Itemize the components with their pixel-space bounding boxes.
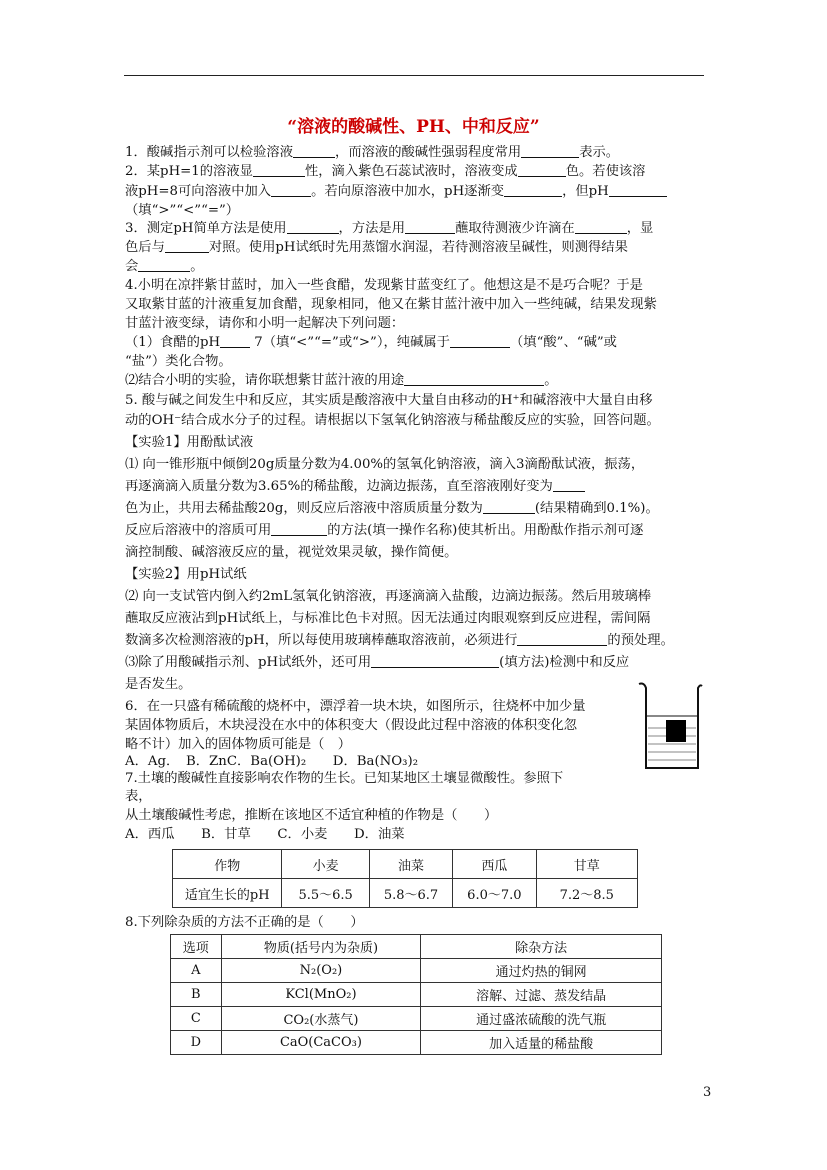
text-segment: 反应后溶液中的溶质可用 xyxy=(125,523,272,538)
text-line xyxy=(125,565,247,585)
text-line xyxy=(125,295,657,315)
table-row xyxy=(171,1031,662,1055)
text-segment: 。 xyxy=(190,259,204,274)
answer-blank[interactable] xyxy=(405,219,455,234)
text-line xyxy=(125,219,653,239)
table-row xyxy=(171,935,662,959)
text-segment: 色。若使该溶 xyxy=(565,164,646,179)
answer-blank[interactable] xyxy=(271,521,327,536)
text-segment: (结果精确到0.1%)。 xyxy=(534,501,659,516)
text-segment: 液pH=8可向溶液中加入 xyxy=(125,184,272,199)
text-segment: 4.小明在凉拌紫甘蓝时，加入一些食醋，发现紫甘蓝变红了。他想这是不是巧合呢？于是 xyxy=(125,278,643,293)
table-cell: D xyxy=(171,1031,222,1055)
text-segment: “盐”）类化合物。 xyxy=(125,354,232,369)
text-segment: 从土壤酸碱性考虑，推断在该地区不适宜种植的作物是（ ） xyxy=(125,808,498,823)
text-segment: （1）食醋的pH xyxy=(125,335,221,350)
text-line xyxy=(125,913,364,933)
text-segment: 某固体物质后，木块浸没在水中的体积变大（假设此过程中溶液的体积变化忽 xyxy=(125,718,578,733)
text-line xyxy=(125,587,651,607)
text-line xyxy=(125,653,629,673)
answer-blank[interactable] xyxy=(287,219,339,234)
text-segment: ⑵ 向一支试管内倒入约2mL氢氧化钠溶液，再逐滴滴入盐酸，边滴边振荡。然后用玻璃棒 xyxy=(125,589,652,604)
answer-blank[interactable] xyxy=(220,333,250,348)
text-line xyxy=(125,477,585,497)
text-line xyxy=(125,182,667,202)
text-line xyxy=(125,143,619,163)
text-segment: 是否发生。 xyxy=(125,677,192,692)
text-segment: 滴控制酸、碱溶液反应的量，视觉效果灵敏，操作简便。 xyxy=(125,545,458,560)
table-header-cell: 除杂方法 xyxy=(421,935,662,959)
table-cell: 7.2～8.5 xyxy=(536,879,637,908)
header-rule xyxy=(124,75,704,76)
text-segment: (填方法)检测中和反应 xyxy=(499,655,630,670)
text-line xyxy=(125,201,239,221)
text-line xyxy=(125,806,497,826)
text-line xyxy=(125,609,650,629)
text-line xyxy=(125,411,660,431)
answer-blank[interactable] xyxy=(371,653,499,668)
table-header-cell: 油菜 xyxy=(369,850,452,879)
text-segment: 。若向原溶液中加水，pH逐渐变 xyxy=(311,184,505,199)
text-segment: ，显 xyxy=(626,221,654,236)
text-segment: 8.下列除杂质的方法不正确的是（ ） xyxy=(125,915,364,930)
answer-blank[interactable] xyxy=(404,371,544,386)
text-line xyxy=(125,631,674,651)
text-segment: 蘸取待测液少许滴在 xyxy=(455,221,575,236)
text-line xyxy=(125,333,617,353)
text-segment: 7.土壤的酸碱性直接影响农作物的生长。已知某地区土壤显微酸性。参照下 xyxy=(125,771,564,786)
table-cell: CaO(CaCO₃) xyxy=(221,1031,421,1055)
table-cell: B xyxy=(171,983,222,1007)
table-row xyxy=(171,983,662,1007)
text-segment: 数滴多次检测溶液的pH，所以每使用玻璃棒蘸取溶液前，必须进行 xyxy=(125,633,518,648)
table-cell: KCl(MnO₂) xyxy=(221,983,421,1007)
table-header-cell: 西瓜 xyxy=(453,850,536,879)
text-line xyxy=(125,433,253,453)
text-segment: 蘸取反应液沾到pH试纸上，与标准比色卡对照。因无法通过肉眼观察到反应进程，需间隔 xyxy=(125,611,651,626)
impurity-removal-table xyxy=(170,934,662,1055)
text-segment: A．西瓜 B．甘草 C．小麦 D．油菜 xyxy=(125,827,405,842)
answer-blank[interactable] xyxy=(450,333,510,348)
table-cell: A xyxy=(171,959,222,983)
answer-blank[interactable] xyxy=(517,631,607,646)
answer-blank[interactable] xyxy=(553,477,585,492)
text-segment: （填“>”“<”“=”） xyxy=(125,203,240,218)
answer-blank[interactable] xyxy=(609,182,667,197)
text-segment: ⑶除了用酸碱指示剂、pH试纸外，还可用 xyxy=(125,655,372,670)
text-line xyxy=(125,276,643,296)
answer-blank[interactable] xyxy=(253,162,305,177)
answer-blank[interactable] xyxy=(483,499,535,514)
table-row xyxy=(173,879,638,908)
table-cell: 5.8～6.7 xyxy=(369,879,452,908)
page-number: 3 xyxy=(703,1085,712,1100)
text-line xyxy=(125,769,563,789)
table-header-cell: 选项 xyxy=(171,935,222,959)
page-title: “溶液的酸碱性、PH、中和反应” xyxy=(287,117,540,137)
text-line xyxy=(125,825,405,845)
answer-blank[interactable] xyxy=(521,143,579,158)
text-segment: 再逐滴滴入质量分数为3.65%的稀盐酸，边滴边振荡，直至溶液刚好变为 xyxy=(125,479,553,494)
text-line xyxy=(125,521,643,541)
text-segment: 甘蓝汁液变绿，请你和小明一起解决下列问题： xyxy=(125,316,405,331)
beaker-figure xyxy=(636,680,704,772)
text-segment: （填“酸”、“碱”或 xyxy=(509,335,617,350)
table-cell: C xyxy=(171,1007,222,1031)
text-segment: 5. 酸与碱之间发生中和反应，其实质是酸溶液中大量自由移动的H⁺和碱溶液中大量自由移 xyxy=(125,393,653,408)
text-line xyxy=(125,162,645,182)
text-segment: A．Ag． B．ZnC．Ba(OH)₂ D．Ba(NO₃)₂ xyxy=(125,754,419,769)
text-segment: 3．测定pH简单方法是使用 xyxy=(125,221,287,236)
text-line xyxy=(125,697,586,717)
text-line xyxy=(125,238,628,258)
table-cell: 6.0～7.0 xyxy=(453,879,536,908)
text-segment: 表， xyxy=(125,789,152,804)
text-segment: 2．某pH=1的溶液显 xyxy=(125,164,253,179)
table-cell: 通过盛浓硫酸的洗气瓶 xyxy=(421,1007,662,1031)
text-segment: 表示。 xyxy=(579,145,620,160)
text-line xyxy=(125,352,232,372)
text-segment: 。 xyxy=(544,373,558,388)
text-segment: ，但pH xyxy=(562,184,609,199)
text-line xyxy=(125,499,659,519)
text-segment: ⑵结合小明的实验，请你联想紫甘蓝汁液的用途 xyxy=(125,373,405,388)
table-cell: 5.5～6.5 xyxy=(282,879,369,908)
text-segment: 动的OH⁻结合成水分子的过程。请根据以下氢氧化钠溶液与稀盐酸反应的实验，回答问题。 xyxy=(125,413,660,428)
table-cell: 通过灼热的铜网 xyxy=(421,959,662,983)
text-line xyxy=(125,314,404,334)
table-cell: 加入适量的稀盐酸 xyxy=(421,1031,662,1055)
text-segment: 【实验1】用酚酞试液 xyxy=(125,435,254,450)
table-row xyxy=(171,959,662,983)
text-line xyxy=(125,371,558,391)
text-segment: ，方法是用 xyxy=(338,221,406,236)
table-header-cell: 小麦 xyxy=(282,850,369,879)
text-segment: 色为止，共用去稀盐酸20g，则反应后溶液中溶质质量分数为 xyxy=(125,501,483,516)
table-cell: 溶解、过滤、蒸发结晶 xyxy=(421,983,662,1007)
table-header-cell: 甘草 xyxy=(536,850,637,879)
table-row xyxy=(171,1007,662,1031)
text-line xyxy=(125,716,577,736)
answer-blank[interactable] xyxy=(293,143,335,158)
text-segment: 会 xyxy=(125,259,139,274)
table-cell: N₂(O₂) xyxy=(221,959,421,983)
text-segment: 6．在一只盛有稀硫酸的烧杯中，漂浮着一块木块，如图所示，往烧杯中加少量 xyxy=(125,699,586,714)
text-line xyxy=(125,543,457,563)
text-segment: 7（填“<”“=”或“>”），纯碱属于 xyxy=(250,335,450,350)
answer-blank[interactable] xyxy=(518,162,566,177)
text-segment: 色后与 xyxy=(125,240,165,255)
table-cell: 适宜生长的pH xyxy=(173,879,282,908)
text-segment: 1．酸碱指示剂可以检验溶液 xyxy=(125,145,294,160)
table-header-cell: 作物 xyxy=(173,850,282,879)
text-segment: 性，滴入紫色石蕊试液时，溶液变成 xyxy=(304,164,518,179)
text-segment: ⑴ 向一锥形瓶中倾倒20g质量分数为4.00%的氢氧化钠溶液，滴入3滴酚酞试液，振荡， xyxy=(125,457,645,472)
crop-ph-table xyxy=(172,849,638,908)
text-segment: 的方法(填一操作名称)使其析出。用酚酞作指示剂可逐 xyxy=(327,523,644,538)
answer-blank[interactable] xyxy=(165,238,209,253)
text-segment: ，而溶液的酸碱性强弱程度常用 xyxy=(335,145,522,160)
text-line xyxy=(125,675,191,695)
answer-blank[interactable] xyxy=(138,257,190,272)
table-cell: CO₂(水蒸气) xyxy=(221,1007,421,1031)
text-line xyxy=(125,455,644,475)
text-segment: 的预处理。 xyxy=(607,633,674,648)
text-segment: 【实验2】用pH试纸 xyxy=(125,567,247,582)
text-segment: 对照。使用pH试纸时先用蒸馏水润湿，若待测溶液呈碱性，则测得结果 xyxy=(208,240,628,255)
answer-blank[interactable] xyxy=(504,182,562,197)
text-line xyxy=(125,787,152,807)
text-line xyxy=(125,391,653,411)
answer-blank[interactable] xyxy=(271,182,311,197)
table-row xyxy=(173,850,638,879)
text-segment: 又取紫甘蓝的汁液重复加食醋，现象相同，他又在紫甘蓝汁液中加入一些纯碱，结果发现紫 xyxy=(125,297,657,312)
table-header-cell: 物质(括号内为杂质) xyxy=(221,935,421,959)
wood-block-icon xyxy=(666,720,686,742)
text-segment: 略不计）加入的固体物质可能是（ ） xyxy=(125,737,352,752)
text-line xyxy=(125,257,204,277)
answer-blank[interactable] xyxy=(575,219,627,234)
